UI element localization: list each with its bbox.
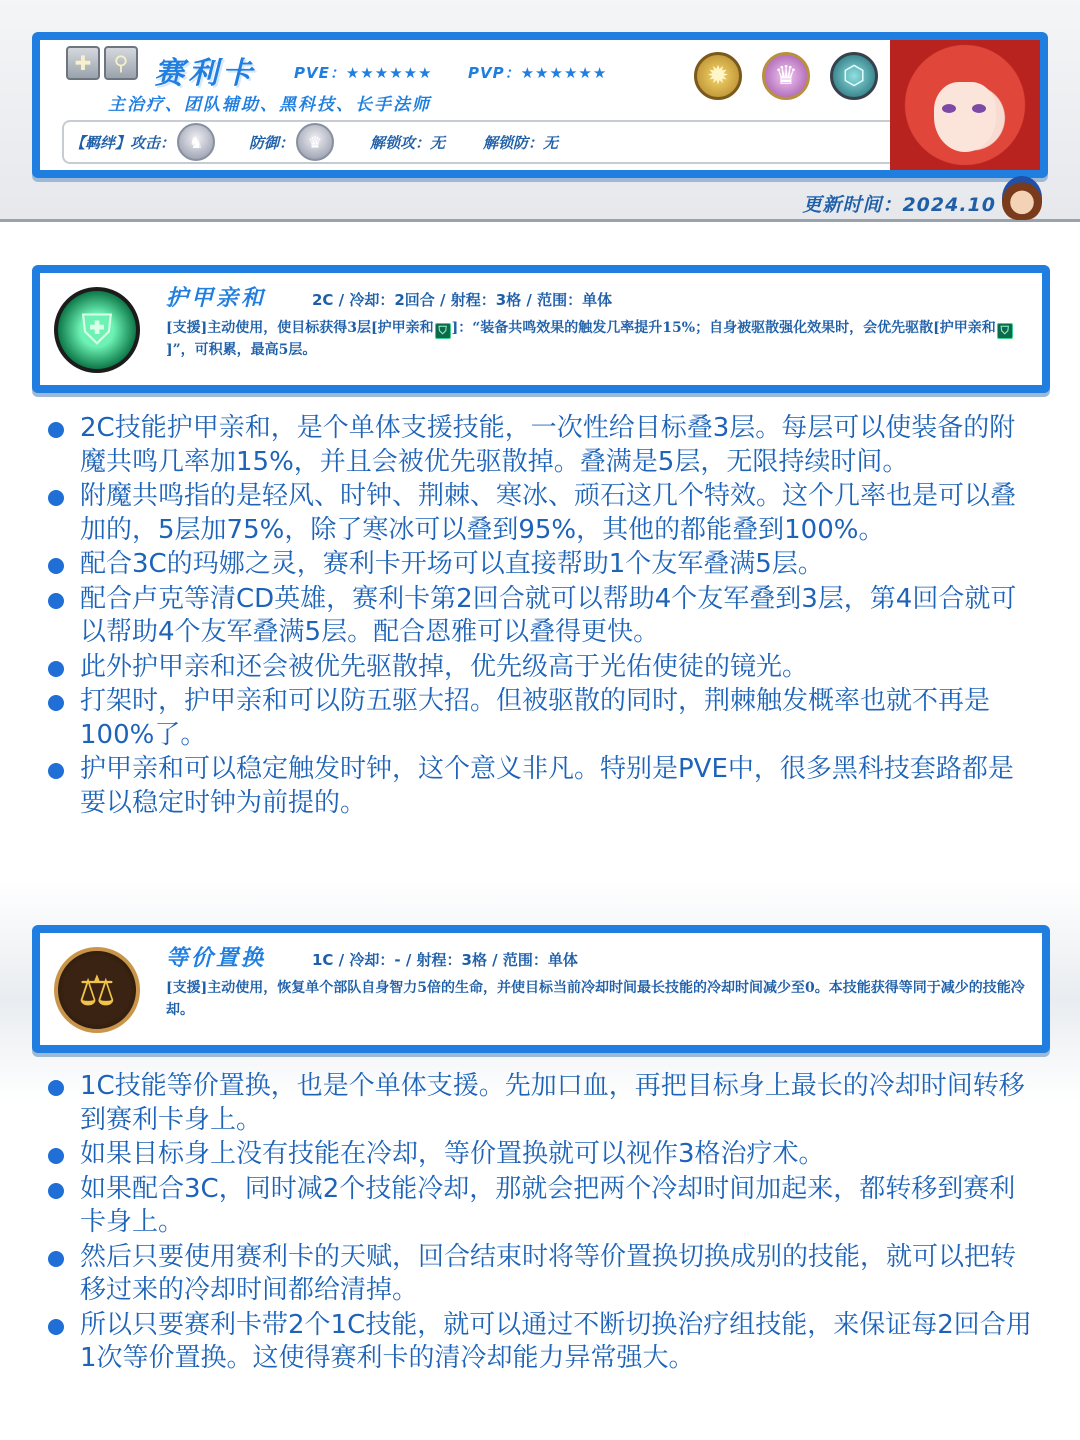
gem-badge-icon: ⬡: [830, 52, 878, 100]
skill-desc-part: ]：“装备共鸣效果的触发几率提升15%；自身被驱散强化效果时，会优先驱散[护甲亲和: [451, 320, 996, 336]
update-time: 更新时间：2024.10: [802, 194, 996, 216]
skill-card-armor-affinity: [32, 265, 1050, 393]
skill2-notes: [44, 1070, 1034, 1377]
shield-buff-icon: ⛉: [435, 323, 451, 339]
pve-rating: PVE：★★★★★★: [294, 64, 433, 82]
hero-roles: 主治疗、团队辅助、黑科技、长手法师: [108, 95, 431, 115]
skill-meta: 2C / 冷却：2回合 / 射程：3格 / 范围：单体: [312, 291, 613, 309]
bond-attack-avatar[interactable]: ♞: [177, 123, 215, 161]
bond-bar: [62, 120, 902, 164]
healer-cross-icon: ✚: [66, 46, 100, 80]
note-item: 2C技能护甲亲和，是个单体支援技能，一次性给目标叠3层。每层可以使装备的附魔共鸣几率加15%，并且会被优先驱散掉。叠满是5层，无限持续时间。: [44, 412, 1034, 479]
armor-affinity-icon: ⛨: [54, 287, 140, 373]
skill-description: [支援]主动使用，恢复单个部队自身智力5倍的生命，并使目标当前冷却时间最长技能的冷却时间减少至0。本技能获得等同于减少的技能冷却。: [166, 980, 1025, 1018]
skill-desc-part: [支援]主动使用，使目标获得3层[护甲亲和: [166, 320, 434, 336]
note-item: 此外护甲亲和还会被优先驱散掉，优先级高于光佑使徒的镜光。: [44, 651, 1034, 685]
portrait-eye-left: [942, 104, 956, 113]
note-item: 如果目标身上没有技能在冷却，等价置换就可以视作3格治疗术。: [44, 1138, 1034, 1172]
bond-attack: [70, 123, 215, 161]
unlock-attack: [370, 132, 445, 153]
skill-card-equivalent-exchange: [32, 925, 1050, 1053]
skill-meta: 1C / 冷却：- / 射程：3格 / 范围：单体: [312, 951, 578, 969]
skill-title: 等价置换: [166, 946, 267, 971]
portrait-eye-right: [972, 104, 986, 113]
sun-badge-icon: ✹: [694, 52, 742, 100]
magnifier-icon: ⚲: [104, 46, 138, 80]
note-item: 护甲亲和可以稳定触发时钟，这个意义非凡。特别是PVE中，很多黑科技套路都是要以稳定时钟为前提的。: [44, 753, 1034, 820]
note-item: 如果配合3C，同时减2个技能冷却，那就会把两个冷却时间加起来，都转移到赛利卡身上。: [44, 1173, 1034, 1240]
hero-info-card: [32, 32, 1048, 178]
bond-defense-avatar[interactable]: ♛: [296, 123, 334, 161]
note-item: 配合卢克等清CD英雄，赛利卡第2回合就可以帮助4个友军叠到3层，第4回合就可以帮助4个友军叠满5层。配合恩雅可以叠得更快。: [44, 583, 1034, 650]
note-item: 1C技能等价置换，也是个单体支援。先加口血，再把目标身上最长的冷却时间转移到赛利卡身上。: [44, 1070, 1034, 1137]
portrait-face: [934, 82, 996, 152]
hero-header-band: [0, 0, 1080, 222]
note-item: 然后只要使用赛利卡的天赋，回合结束时将等价置换切换成别的技能，就可以把转移过来的冷却时间都给清掉。: [44, 1241, 1034, 1308]
note-item: 打架时，护甲亲和可以防五驱大招。但被驱散的同时，荆棘触发概率也就不再是100%了。: [44, 685, 1034, 752]
unlock-defense-label: 解锁防：无: [483, 133, 559, 152]
pvp-rating: PVP：★★★★★★: [468, 64, 608, 82]
note-item: 配合3C的玛娜之灵，赛利卡开场可以直接帮助1个友军叠满5层。: [44, 548, 1034, 582]
skill1-notes: [44, 412, 1034, 821]
mascot-avatar: [1002, 176, 1042, 220]
shield-buff-icon: ⛉: [997, 323, 1013, 339]
rank-badges: [694, 52, 878, 100]
note-item: 所以只要赛利卡带2个1C技能，就可以通过不断切换治疗组技能，来保证每2回合用1次等价置换。这使得赛利卡的清冷却能力异常强大。: [44, 1309, 1034, 1376]
skill-title: 护甲亲和: [166, 286, 267, 311]
balance-scale-icon: ⚖: [54, 947, 140, 1033]
class-icons: [66, 46, 138, 80]
unlock-attack-label: 解锁攻：无: [370, 133, 446, 152]
unlock-defense: [483, 132, 558, 153]
hero-portrait: [890, 40, 1040, 170]
skill-desc-part: ]”，可积累，最高5层。: [166, 342, 317, 358]
bond-attack-label: 【羁绊】攻击：: [70, 133, 176, 152]
bond-defense-label: 防御：: [249, 133, 295, 152]
hero-name: 赛利卡: [154, 56, 256, 91]
bond-defense: [249, 123, 334, 161]
crown-badge-icon: ♛: [762, 52, 810, 100]
note-item: 附魔共鸣指的是轻风、时钟、荆棘、寒冰、顽石这几个特效。这个几率也是可以叠加的，5层加75%，除了寒冰可以叠到95%，其他的都能叠到100%。: [44, 480, 1034, 547]
skill-description: [166, 317, 1042, 361]
